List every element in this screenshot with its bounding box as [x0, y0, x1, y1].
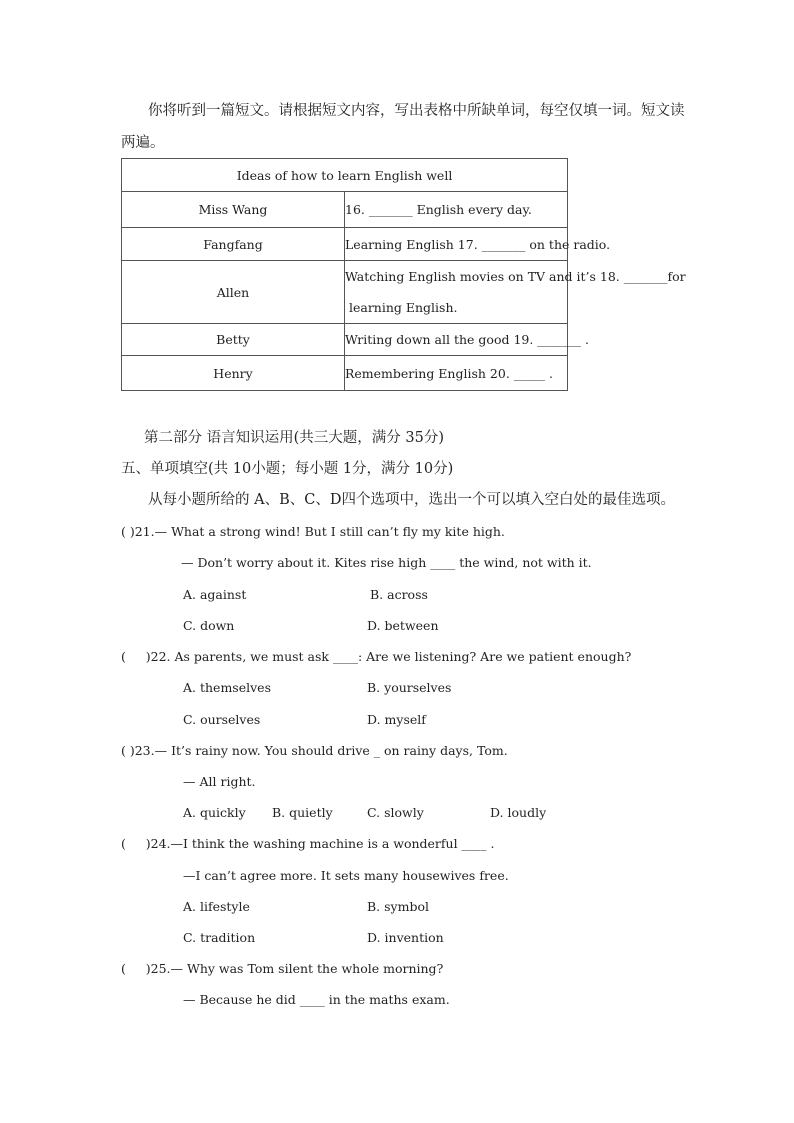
table-row — [122, 356, 568, 391]
question-23-option-d: D. loudly — [490, 805, 547, 820]
question-22-option-d: D. myself — [367, 712, 426, 727]
question-21-option-b: B. across — [370, 587, 428, 602]
question-22-stem: ( )22. As parents, we must ask ____: Are we listening? Are we patient enough? — [121, 649, 632, 664]
question-24-stem: ( )24.—I think the washing machine is a wonderful ____ . — [121, 836, 495, 851]
table-row — [122, 192, 568, 228]
question-24-option-d: D. invention — [367, 930, 444, 945]
question-22-option-b: B. yourselves — [367, 680, 452, 695]
row-name: Henry — [122, 356, 345, 391]
question-23-option-c: C. slowly — [367, 805, 424, 820]
row-name: Miss Wang — [122, 192, 345, 228]
row-text-continued: learning English. — [345, 300, 458, 315]
question-23-option-a: A. quickly — [183, 805, 246, 820]
question-21-option-a: A. against — [183, 587, 247, 602]
row-name: Allen — [122, 261, 345, 324]
listening-table — [121, 158, 686, 391]
part-heading: 第二部分 语言知识运用(共三大题，满分 35分) — [144, 430, 444, 446]
table-row — [122, 324, 568, 356]
question-24-option-b: B. symbol — [367, 899, 429, 914]
table-row — [122, 261, 568, 324]
question-22-option-c: C. ourselves — [183, 712, 261, 727]
row-text: Remembering English 20. _____ . — [345, 356, 568, 391]
row-text-multiline — [345, 261, 686, 324]
question-21-reply: — Don’t worry about it. Kites rise high ____ the wind, not with it. — [181, 555, 592, 570]
table-row — [122, 228, 568, 261]
row-name: Betty — [122, 324, 345, 356]
question-21-stem: ( )21.— What a strong wind! But I still can’t fly my kite high. — [121, 524, 505, 539]
section-heading: 五、单项填空(共 10小题；每小题 1分，满分 10分) — [121, 461, 454, 477]
table-header-row — [122, 159, 568, 192]
question-24-reply: —I can’t agree more. It sets many housewives free. — [183, 868, 509, 883]
row-text: 16. _______ English every day. — [345, 192, 568, 228]
question-24-option-a: A. lifestyle — [183, 899, 250, 914]
question-21-option-d: D. between — [367, 618, 439, 633]
question-22-option-a: A. themselves — [183, 680, 271, 695]
table-title: Ideas of how to learn English well — [122, 159, 568, 192]
question-21-option-c: C. down — [183, 618, 235, 633]
question-23-option-b: B. quietly — [272, 805, 333, 820]
row-name: Fangfang — [122, 228, 345, 261]
row-text: Watching English movies on TV and it’s 18. _______for — [345, 269, 686, 284]
question-25-reply: — Because he did ____ in the maths exam. — [183, 992, 450, 1007]
question-23-stem: ( )23.— It’s rainy now. You should drive _ on rainy days, Tom. — [121, 743, 508, 758]
intro-line-1: 你将听到一篇短文。请根据短文内容，写出表格中所缺单词，每空仅填一词。短文读 — [148, 103, 685, 119]
intro-line-2: 两遍。 — [121, 135, 165, 151]
section-instruction: 从每小题所给的 A、B、C、D四个选项中，选出一个可以填入空白处的最佳选项。 — [148, 492, 675, 508]
question-23-reply: — All right. — [183, 774, 256, 789]
row-text: Learning English 17. _______ on the radio. — [345, 228, 568, 261]
question-25-stem: ( )25.— Why was Tom silent the whole morning? — [121, 961, 444, 976]
question-24-option-c: C. tradition — [183, 930, 256, 945]
row-text: Writing down all the good 19. _______ . — [345, 324, 568, 356]
